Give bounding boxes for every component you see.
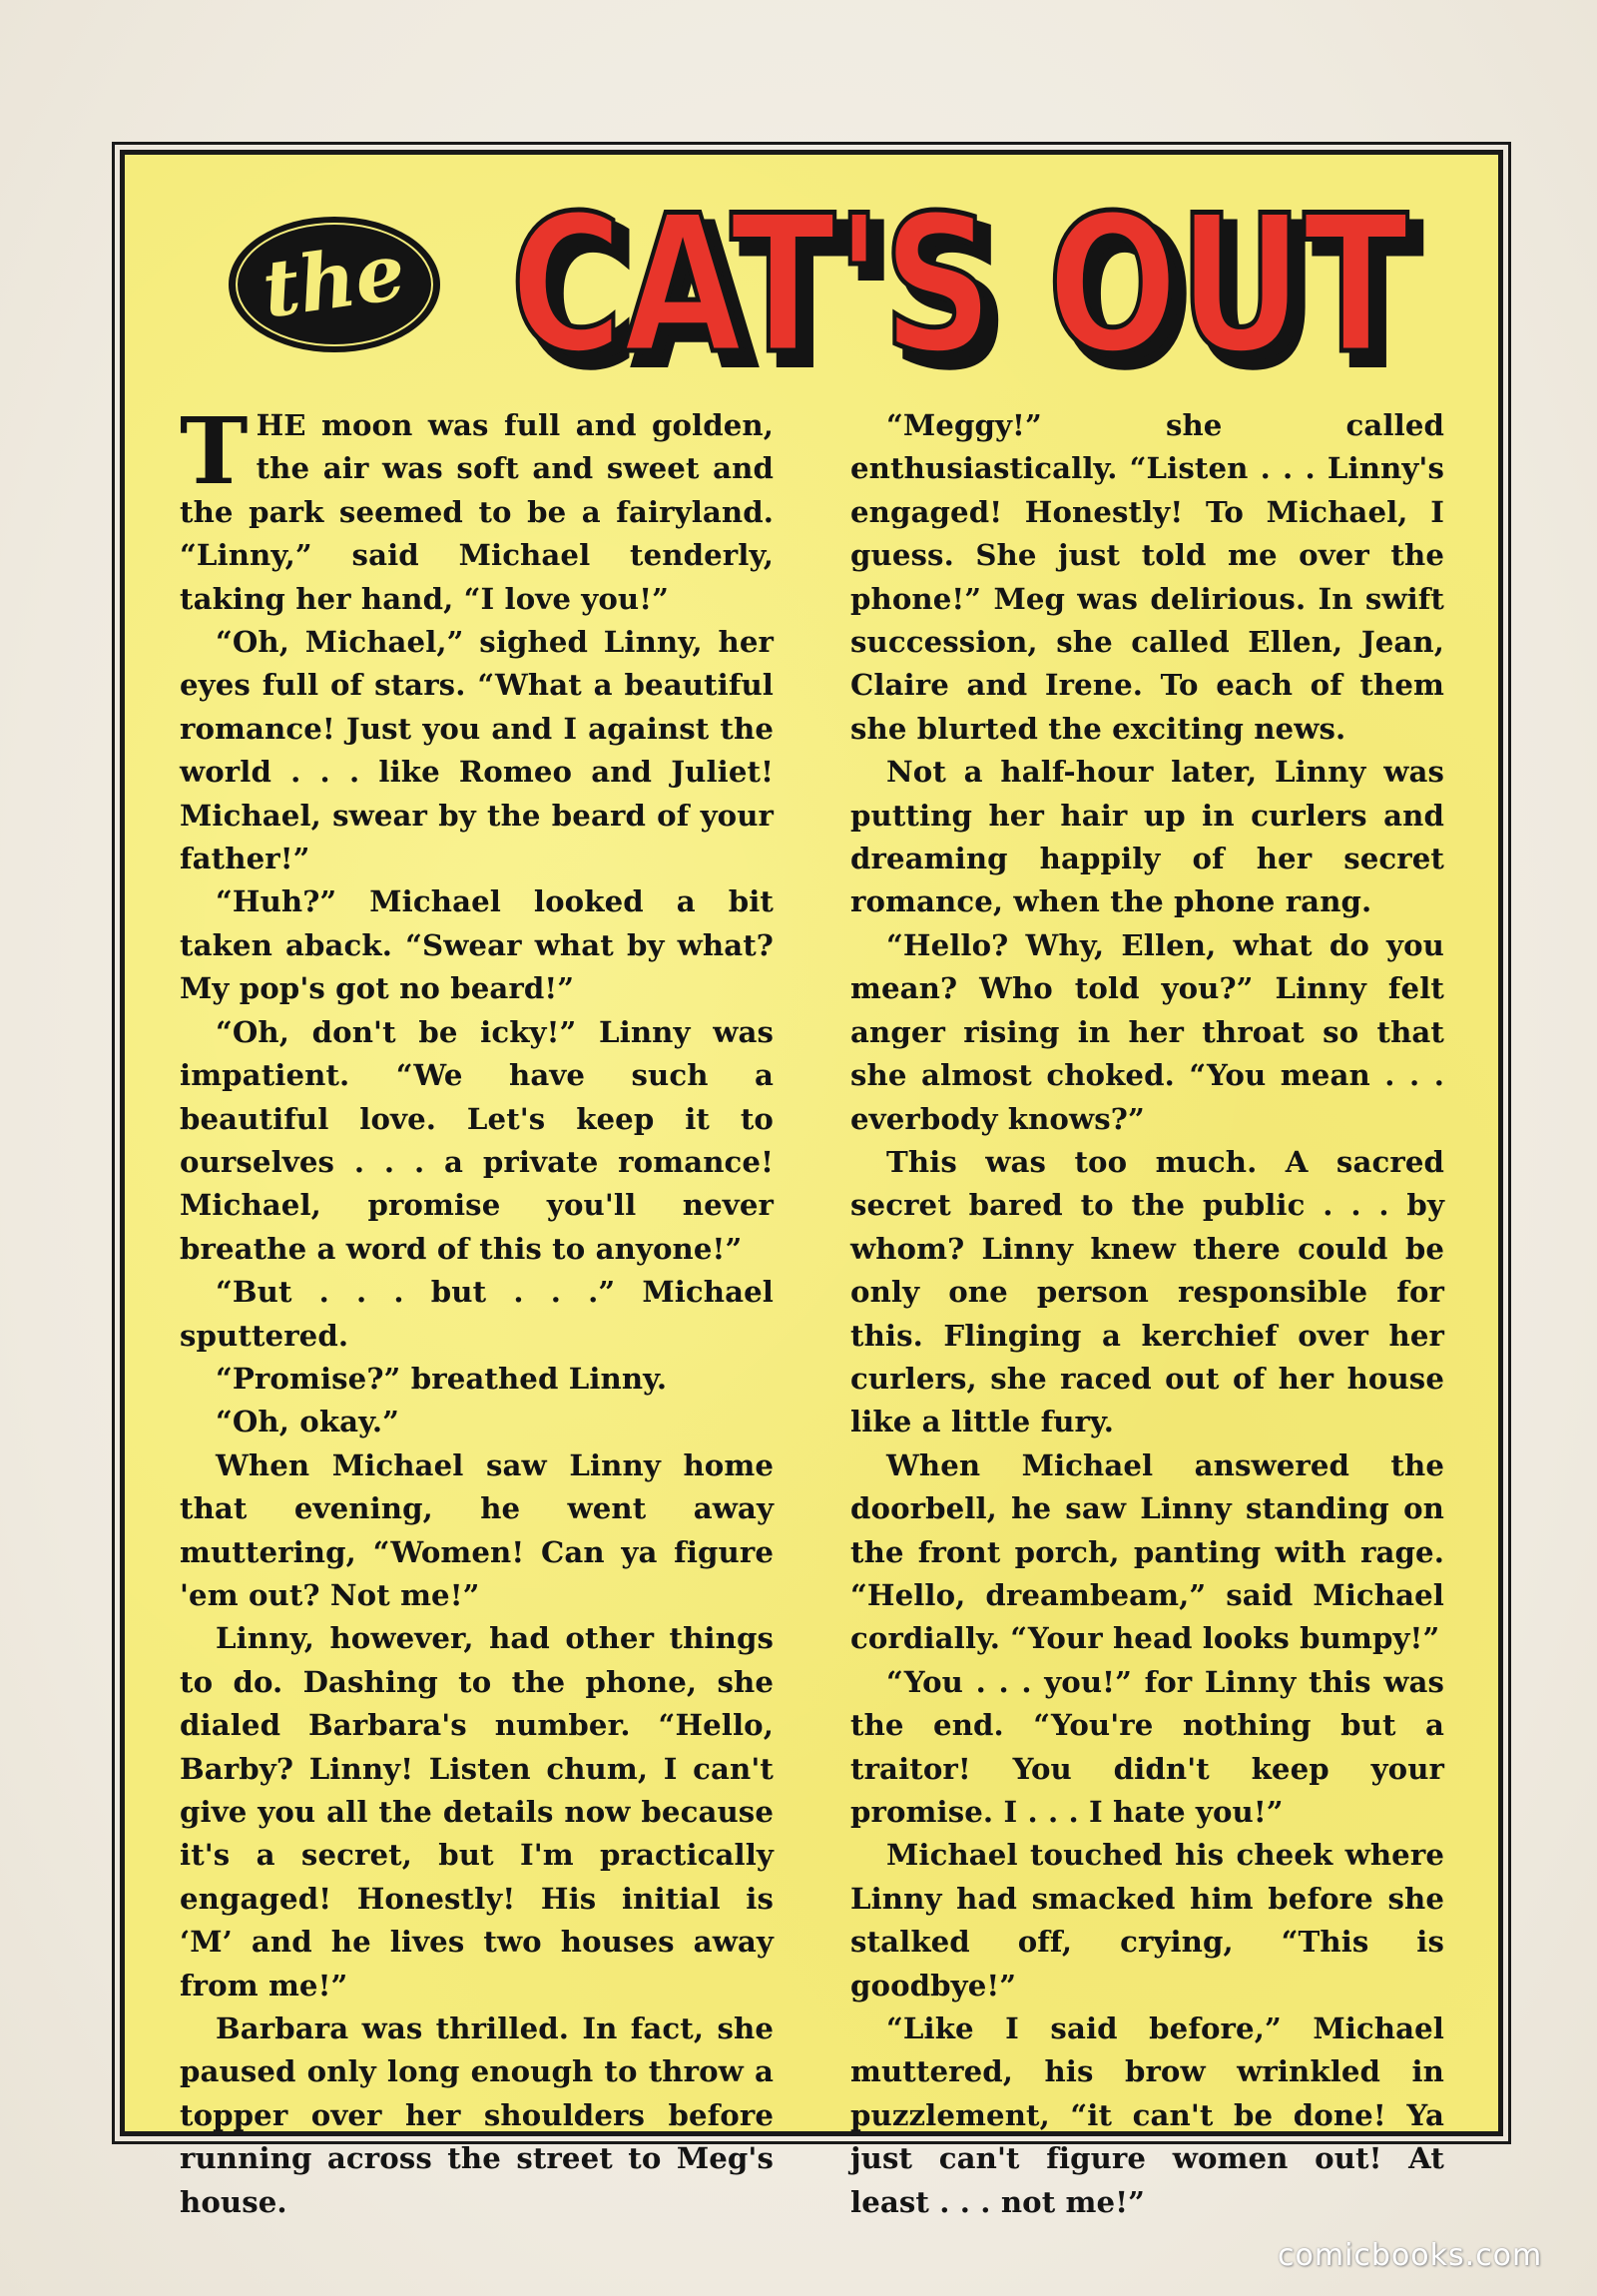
story-paragraph: Linny, however, had other things to do. Dashing to the phone, she dialed Barbara's number. “Hello, Barby? Linny! Listen chum, I can't give you all the details now because it's a secret, but I'm practically engaged! Honestly! His initial is ‘M’ and he lives two houses away from me!” bbox=[180, 1621, 774, 2003]
story-column-left bbox=[180, 397, 774, 2224]
story-paragraph: “Oh, okay.” bbox=[216, 1405, 400, 1439]
story-paragraph: “Promise?” breathed Linny. bbox=[216, 1361, 668, 1396]
title-main bbox=[484, 185, 1442, 394]
story-paragraph: Barbara was thrilled. In fact, she paused only long enough to throw a topper over her shoulders before running across the street to Meg's house. bbox=[180, 2011, 774, 2219]
story-paragraph: Michael touched his cheek where Linny had smacked him before she stalked off, crying, “This is goodbye!” bbox=[850, 1838, 1444, 2003]
drop-cap: T bbox=[180, 397, 249, 505]
story-paragraph: This was too much. A sacred secret bared to the public . . . by whom? Linny knew there could be only one person responsible for this. Flinging a kerchief over her curlers, she raced out of her house like a little fury. bbox=[850, 1144, 1444, 1439]
story-paragraph: “You . . . you!” for Linny this was the end. “You're nothing but a traitor! You didn't keep your promise. I . . . I hate you!” bbox=[850, 1664, 1444, 1829]
story-paragraph: THE moon was full and golden, the air was soft and sweet and the park seemed to be a fairyland. “Linny,” said Michael tenderly, taking her hand, “I love you!” bbox=[180, 397, 774, 616]
watermark: comicbooks.com bbox=[1278, 2238, 1543, 2273]
title-small-text: the bbox=[257, 226, 411, 336]
title-main-text: CAT'S OUT bbox=[510, 185, 1408, 394]
story-column-right bbox=[850, 404, 1444, 2224]
the-logo bbox=[225, 210, 444, 359]
title-area bbox=[125, 155, 1498, 404]
story-paragraph: “Oh, Michael,” sighed Linny, her eyes full of stars. “What a beautiful romance! Just you and I against the world . . . like Romeo and Juliet! Michael, swear by the beard of your father!” bbox=[180, 625, 774, 876]
story-panel bbox=[120, 150, 1503, 2219]
title-main-shadow: CAT'S OUT bbox=[522, 187, 1420, 394]
story-paragraph: “Meggy!” she called enthusiastically. “Listen . . . Linny's engaged! Honestly! To Michael, I guess. She just told me over the phone!” Meg was delirious. In swift succession, she called Ellen, Jean, Claire and Irene. To each of them she blurted the exciting news. bbox=[850, 408, 1444, 746]
story-paragraph: “Oh, don't be icky!” Linny was impatient. “We have such a beautiful love. Let's keep it to ourselves . . . a private romance! Michael, promise you'll never breathe a word of this to anyone!” bbox=[180, 1014, 774, 1266]
story-paragraph: “But . . . but . . .” Michael sputtered. bbox=[180, 1275, 774, 1353]
story-paragraph: When Michael saw Linny home that evening, he went away muttering, “Women! Can ya figure 'em out? Not me!” bbox=[180, 1447, 774, 1612]
story-paragraph: “Hello? Why, Ellen, what do you mean? Who told you?” Linny felt anger rising in her throat so that she almost choked. “You mean . . . everbody knows?” bbox=[850, 927, 1444, 1136]
story-paragraph: “Like I said before,” Michael muttered, his brow wrinkled in puzzlement, “it can't be done! Ya just can't figure women out! At least . . . not me!” bbox=[850, 2011, 1444, 2219]
story-paragraph: Not a half-hour later, Linny was putting her hair up in curlers and dreaming happily of her secret romance, when the phone rang. bbox=[850, 755, 1444, 919]
story-paragraph: When Michael answered the doorbell, he saw Linny standing on the front porch, panting with rage. “Hello, dreambeam,” said Michael cordially. “Your head looks bumpy!” bbox=[850, 1447, 1444, 1656]
story-paragraph: “Huh?” Michael looked a bit taken aback. “Swear what by what? My pop's got no beard!” bbox=[180, 884, 774, 1006]
